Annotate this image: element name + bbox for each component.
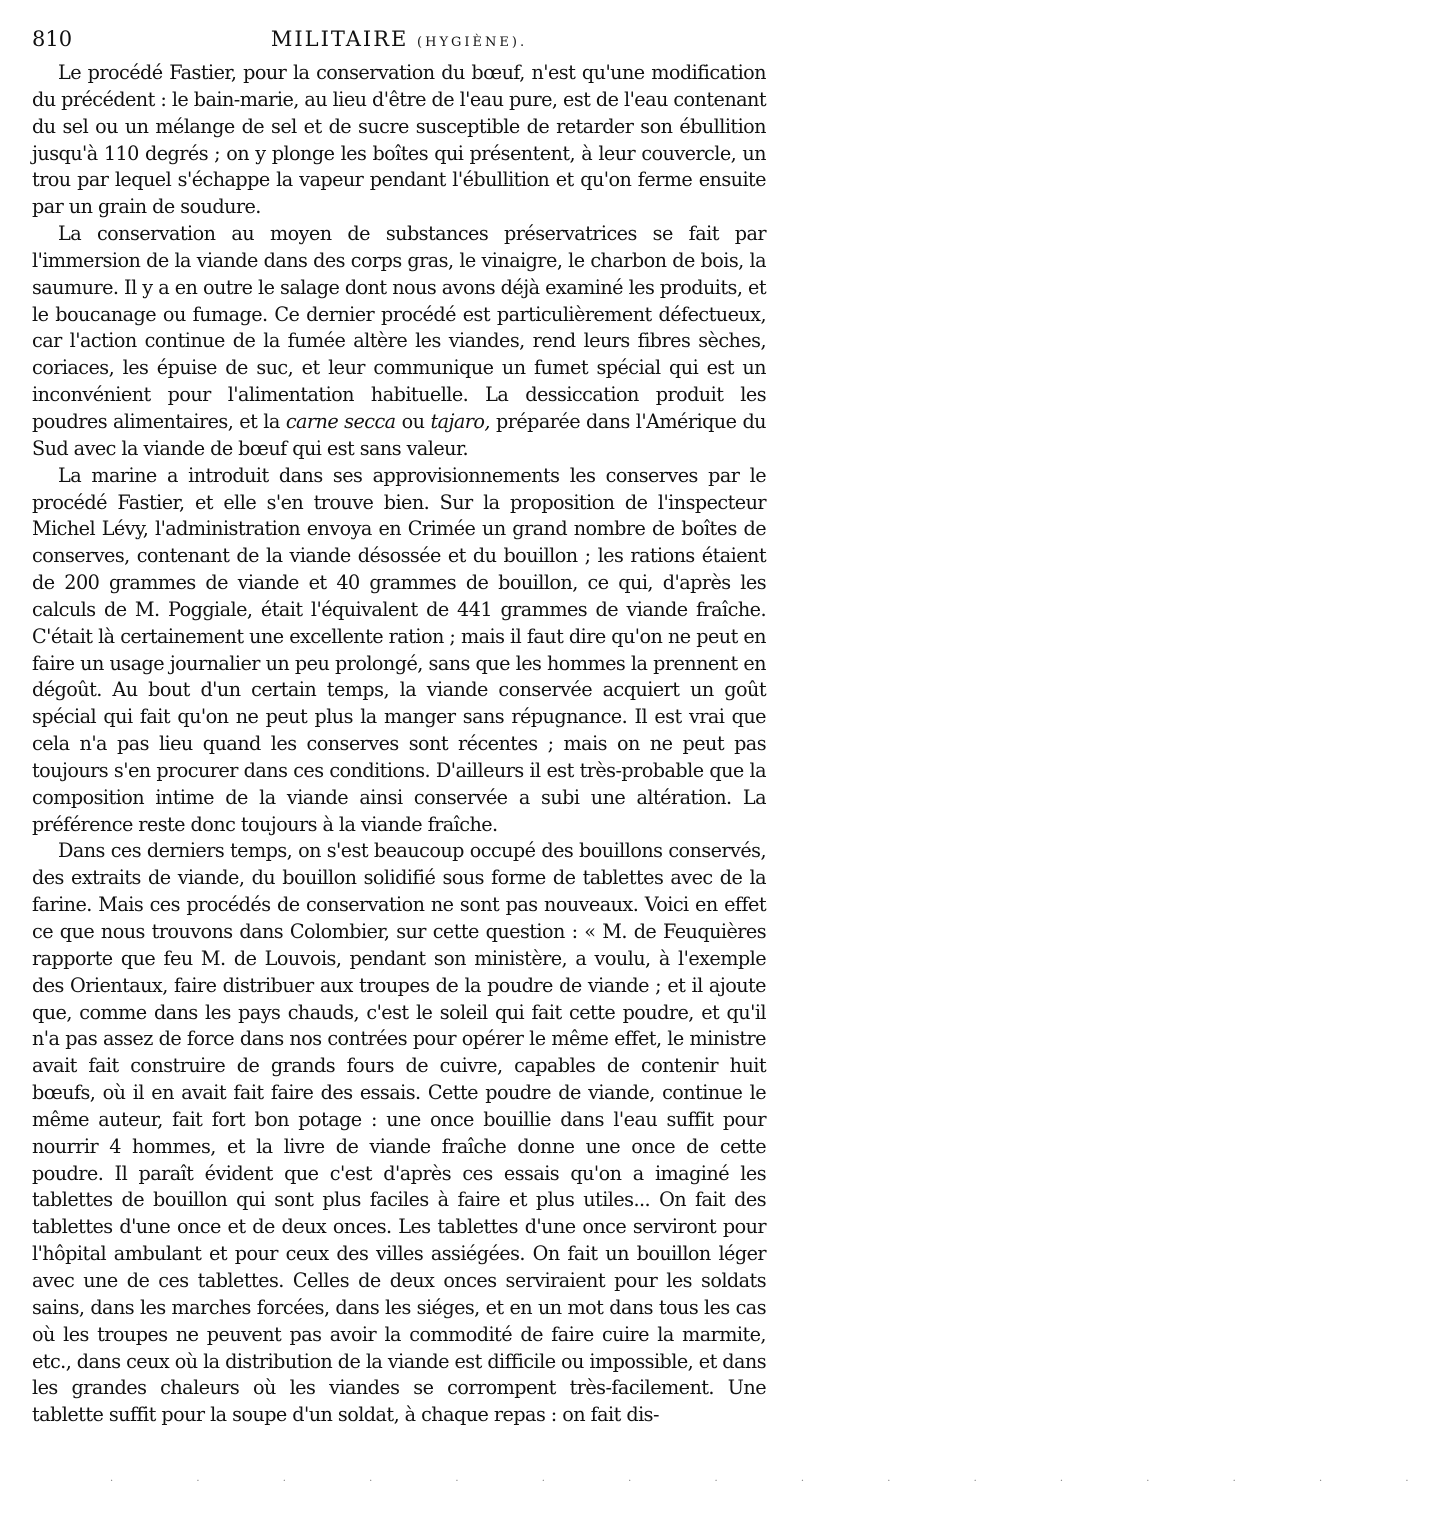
paragraph-preservative-substances [32,221,766,463]
italic-term-carne-secca: carne secca [285,409,396,433]
paragraph-fastier-process [32,60,766,221]
bottom-scan-specks: · · · · · · · · · · · · · · · · [110,1476,1449,1487]
paragraph-text-connector: ou [395,409,431,433]
body-text [32,60,766,1429]
paragraph-text: Dans ces derniers temps, on s'est beaucoup occupé des bouillons conservés, des extraits de viande, du bouillon solidifié sous forme de tablettes avec de la farine. Mais ces procédés de conservation ne sont pas nouveaux. Voici en effet ce que nous trouvons dans Colombier, sur cette question : « M. de Feuquières rapporte que feu M. de Louvois, pendant son ministère, a voulu, à l'exemple des Orientaux, faire distribuer aux troupes de la poudre de viande ; et il ajoute que, comme dans les pays chauds, c'est le soleil qui fait cette poudre, et qu'il n'a pas assez de force dans nos contrées pour opérer le même effet, le ministre avait fait construire de grands fours de cuivre, capables de contenir huit bœufs, où il en avait fait faire des essais. Cette poudre de viande, continue le même auteur, fait fort bon potage : une once bouillie dans l'eau suffit pour nourrir 4 hommes, et la livre de viande fraîche donne une once de cette poudre. Il paraît évident que c'est d'après ces essais qu'on a imaginé les tablettes de bouillon qui sont plus faciles à faire et plus utiles... On fait des tablettes d'une once et de deux onces. Les tablettes d'une once serviront pour l'hôpital ambulant et pour ceux des villes assiégées. On fait un bouillon léger avec une de ces tablettes. Celles de deux onces serviraient pour les soldats sains, dans les marches forcées, dans les siéges, et en un mot dans tous les cas où les troupes ne peuvent pas avoir la commodité de faire cuire la marmite, etc., dans ceux où la distribution de la viande est difficile ou impossible, et dans les grandes chaleurs où les viandes se corrompent très-facilement. Une tablette suffit pour la soupe d'un soldat, à chaque repas : on fait dis- [32,839,767,1427]
page-number: 810 [32,27,73,51]
running-title-main: MILITAIRE [270,27,409,51]
paragraph-text-end: préparée dans l'Amérique du Sud avec la viande de bœuf qui est sans valeur. [32,409,766,460]
paragraph-text: Le procédé Fastier, pour la conservation du bœuf, n'est qu'une modification du précédent : le bain-marie, au lieu d'être de l'eau pure, est de l'eau contenant du sel ou un mélange de sel et de sucre susceptible de retarder son ébullition jusqu'à 110 degrés ; on y plonge les boîtes qui présentent, à leur couvercle, un trou par lequel s'échappe la vapeur pendant l'ébullition et qu'on ferme ensuite par un grain de soudure. [32,61,766,219]
paragraph-text: La conservation au moyen de substances préservatrices se fait par l'immersion de la viande dans des corps gras, le vinaigre, le charbon de bois, la saumure. Il y a en outre le salage dont nous avons déjà examiné les produits, et le boucanage ou fumage. Ce dernier procédé est particulièrement défectueux, car l'action continue de la fumée altère les viandes, rend leurs fibres sèches, coriaces, les épuise de suc, et leur communique un fumet spécial qui est un inconvénient pour l'alimentation habituelle. La dessiccation produit les poudres alimentaires, et la [32,222,766,433]
paragraph-bouillon-tablets [32,838,766,1429]
italic-term-tajaro: tajaro, [430,409,490,433]
page-header [32,22,766,56]
paragraph-navy-conserves [32,463,766,839]
running-title-subtitle: (HYGIÈNE). [417,35,528,50]
running-title [32,22,766,60]
paragraph-text: La marine a introduit dans ses approvisionnements les conserves par le procédé Fastier, et elle s'en trouve bien. Sur la proposition de l'inspecteur Michel Lévy, l'administration envoya en Crimée un grand nombre de boîtes de conserves, contenant de la viande désossée et du bouillon ; les rations étaient de 200 grammes de viande et 40 grammes de bouillon, ce qui, d'après les calculs de M. Poggiale, était l'équivalent de 441 grammes de viande fraîche. C'était là certainement une excellente ration ; mais il faut dire qu'on ne peut en faire un usage journalier un peu prolongé, sans que les hommes la prennent en dégoût. Au bout d'un certain temps, la viande conservée acquiert un goût spécial qui fait qu'on ne peut plus la manger sans répugnance. Il est vrai que cela n'a pas lieu quand les conserves sont récentes ; mais on ne peut pas toujours s'en procurer dans ces conditions. D'ailleurs il est très-probable que la composition intime de la viande ainsi conservée a subi une altération. La préférence reste donc toujours à la viande fraîche. [32,463,766,836]
